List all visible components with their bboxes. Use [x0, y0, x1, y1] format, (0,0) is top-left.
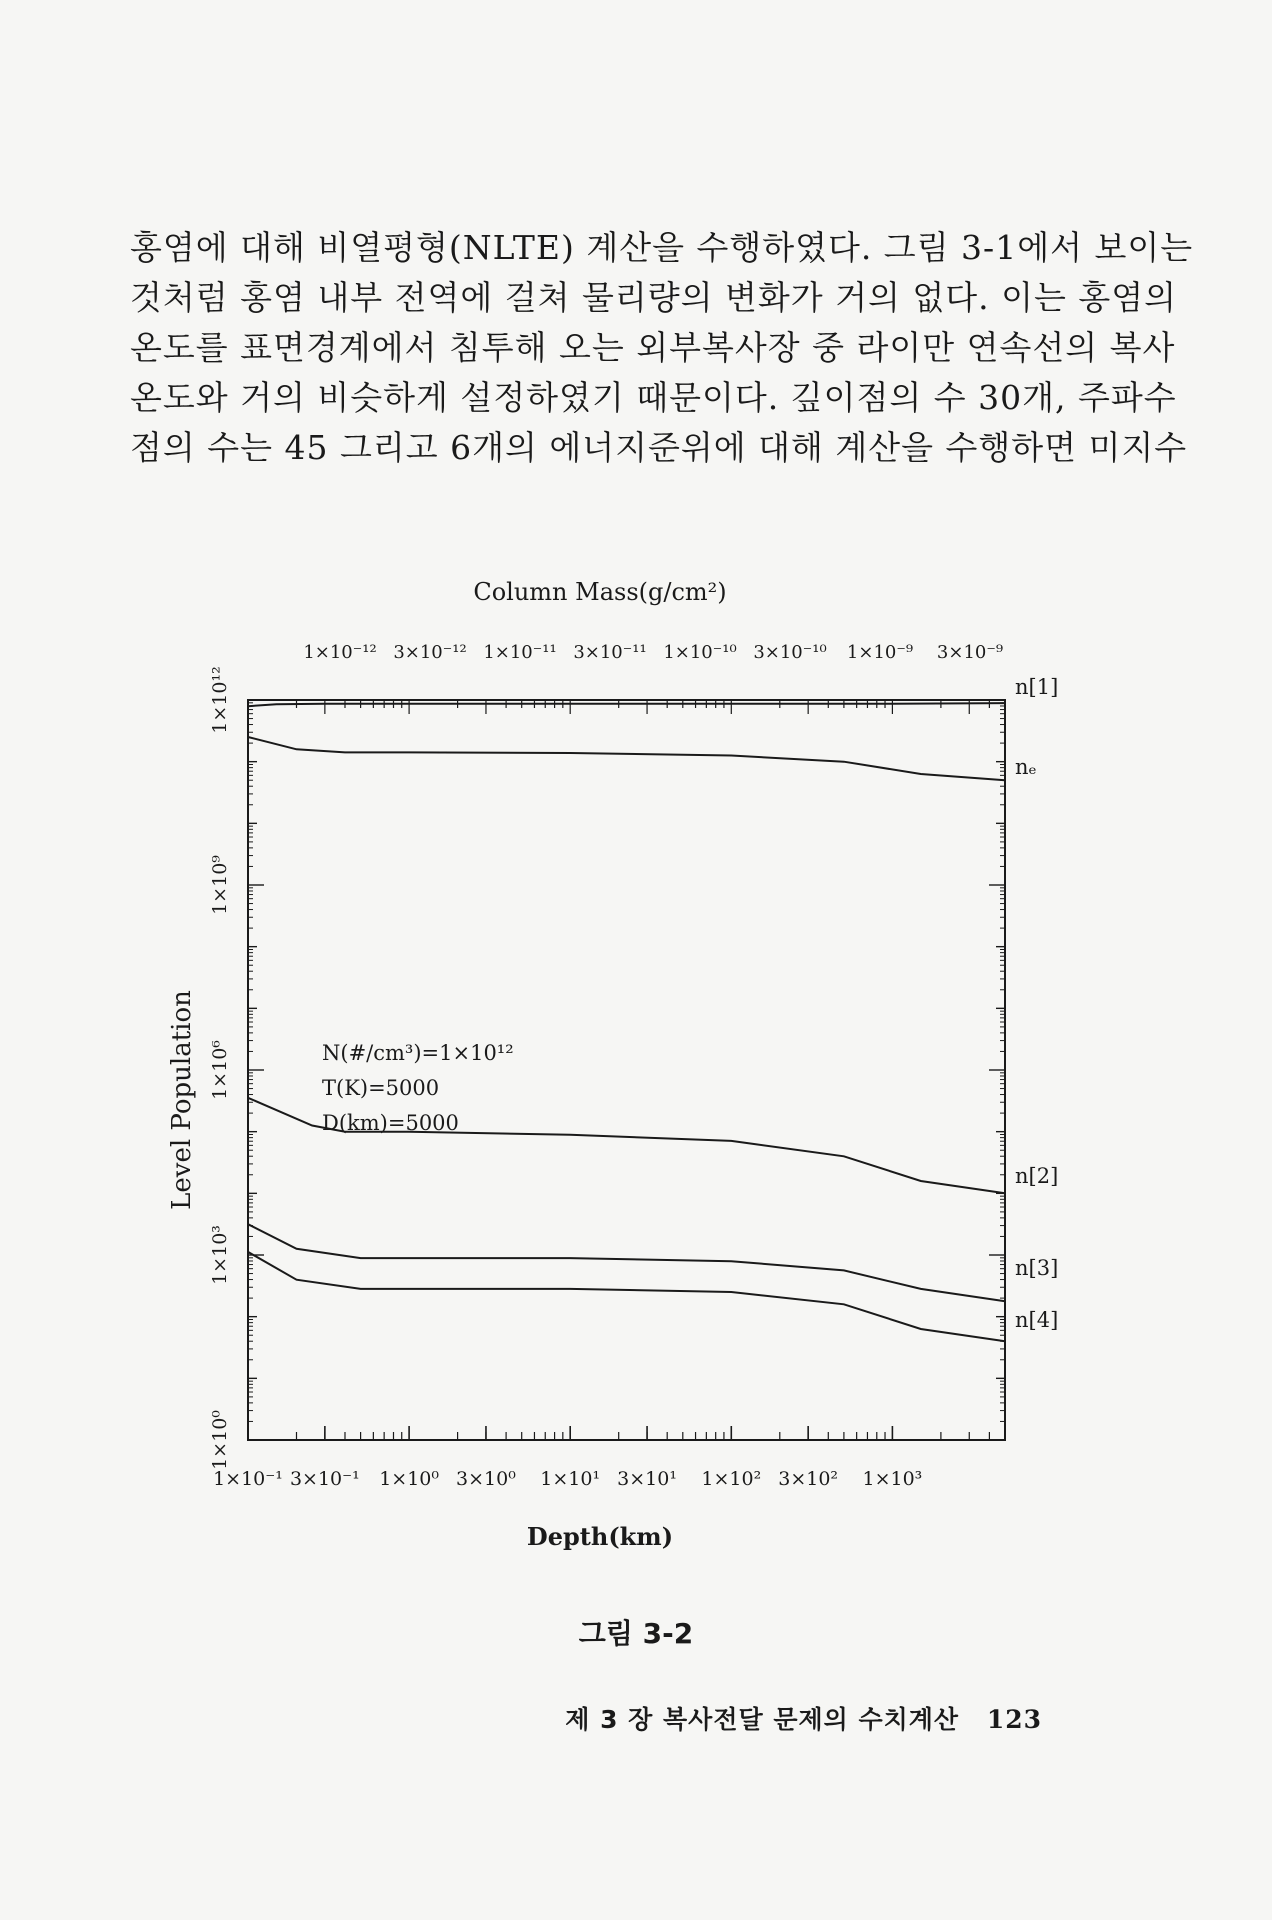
x-tick-label: 3×10⁻¹: [289, 1468, 360, 1490]
annotation-temperature: T(K)=5000: [322, 1076, 440, 1100]
paragraph-line: 온도를 표면경계에서 침투해 오는 외부복사장 중 라이만 연속선의 복사: [130, 328, 1176, 367]
plot-frame: [248, 700, 1005, 1440]
chapter-title: 제 3 장 복사전달 문제의 수치계산: [565, 1705, 960, 1734]
top-tick-label: 1×10⁻¹²: [303, 642, 377, 663]
top-tick-label: 1×10⁻⁹: [846, 642, 914, 663]
series-line-n: [248, 737, 1005, 780]
paragraph-line: 것처럼 홍염 내부 전역에 걸쳐 물리량의 변화가 거의 없다. 이는 홍염의: [130, 278, 1177, 317]
series-label: n[2]: [1015, 1164, 1059, 1188]
top-tick-label: 1×10⁻¹¹: [483, 642, 557, 663]
paragraph-line: 점의 수는 45 그리고 6개의 에너지준위에 대해 계산을 수행하면 미지수: [130, 428, 1188, 467]
x-axis-title: Depth(km): [526, 1522, 674, 1551]
annotation-density: N(#/cm³)=1×10¹²: [322, 1041, 514, 1065]
y-tick-label: 1×10³: [209, 1225, 231, 1285]
x-tick-label: 3×10¹: [617, 1468, 677, 1490]
y-tick-label: 1×10⁰: [209, 1410, 231, 1470]
top-tick-label: 3×10⁻¹²: [393, 642, 467, 663]
axis-labels: [209, 642, 1058, 1490]
top-tick-label: 3×10⁻⁹: [936, 642, 1004, 663]
y-tick-label: 1×10⁹: [209, 855, 231, 915]
series-label: nₑ: [1015, 755, 1037, 779]
x-tick-label: 1×10³: [862, 1468, 923, 1490]
series-line-n1: [248, 703, 1005, 706]
top-tick-label: 1×10⁻¹⁰: [663, 642, 737, 663]
top-tick-label: 3×10⁻¹¹: [573, 642, 647, 663]
x-tick-label: 1×10⁻¹: [213, 1468, 283, 1490]
annotation-depth: D(km)=5000: [322, 1111, 459, 1135]
series-line-n4: [248, 1252, 1005, 1341]
figure-caption: 그림 3-2: [578, 1617, 694, 1650]
top-tick-label: 3×10⁻¹⁰: [753, 642, 827, 663]
x-tick-label: 1×10¹: [540, 1468, 601, 1490]
paragraph-line: 홍염에 대해 비열평형(NLTE) 계산을 수행하였다. 그림 3-1에서 보이는: [130, 228, 1194, 267]
x-tick-label: 1×10²: [701, 1468, 762, 1490]
series-label: n[4]: [1015, 1308, 1059, 1332]
x-tick-label: 1×10⁰: [379, 1468, 440, 1490]
series-label: n[3]: [1015, 1256, 1059, 1280]
x-tick-label: 3×10²: [778, 1468, 839, 1490]
paragraph-line: 온도와 거의 비슷하게 설정하였기 때문이다. 깊이점의 수 30개, 주파수: [130, 378, 1177, 417]
page-footer: [565, 1700, 1042, 1736]
x-tick-label: 3×10⁰: [456, 1468, 516, 1490]
series-group: [248, 703, 1005, 1341]
series-label: n[1]: [1015, 675, 1059, 699]
axis-ticks: [248, 700, 1005, 1440]
top-axis-title: Column Mass(g/cm²): [473, 578, 727, 606]
y-tick-label: 1×10⁶: [209, 1040, 231, 1100]
y-tick-label: 1×10¹²: [209, 666, 231, 734]
y-axis-title: Level Population: [167, 990, 197, 1210]
page-number: 123: [986, 1705, 1042, 1734]
